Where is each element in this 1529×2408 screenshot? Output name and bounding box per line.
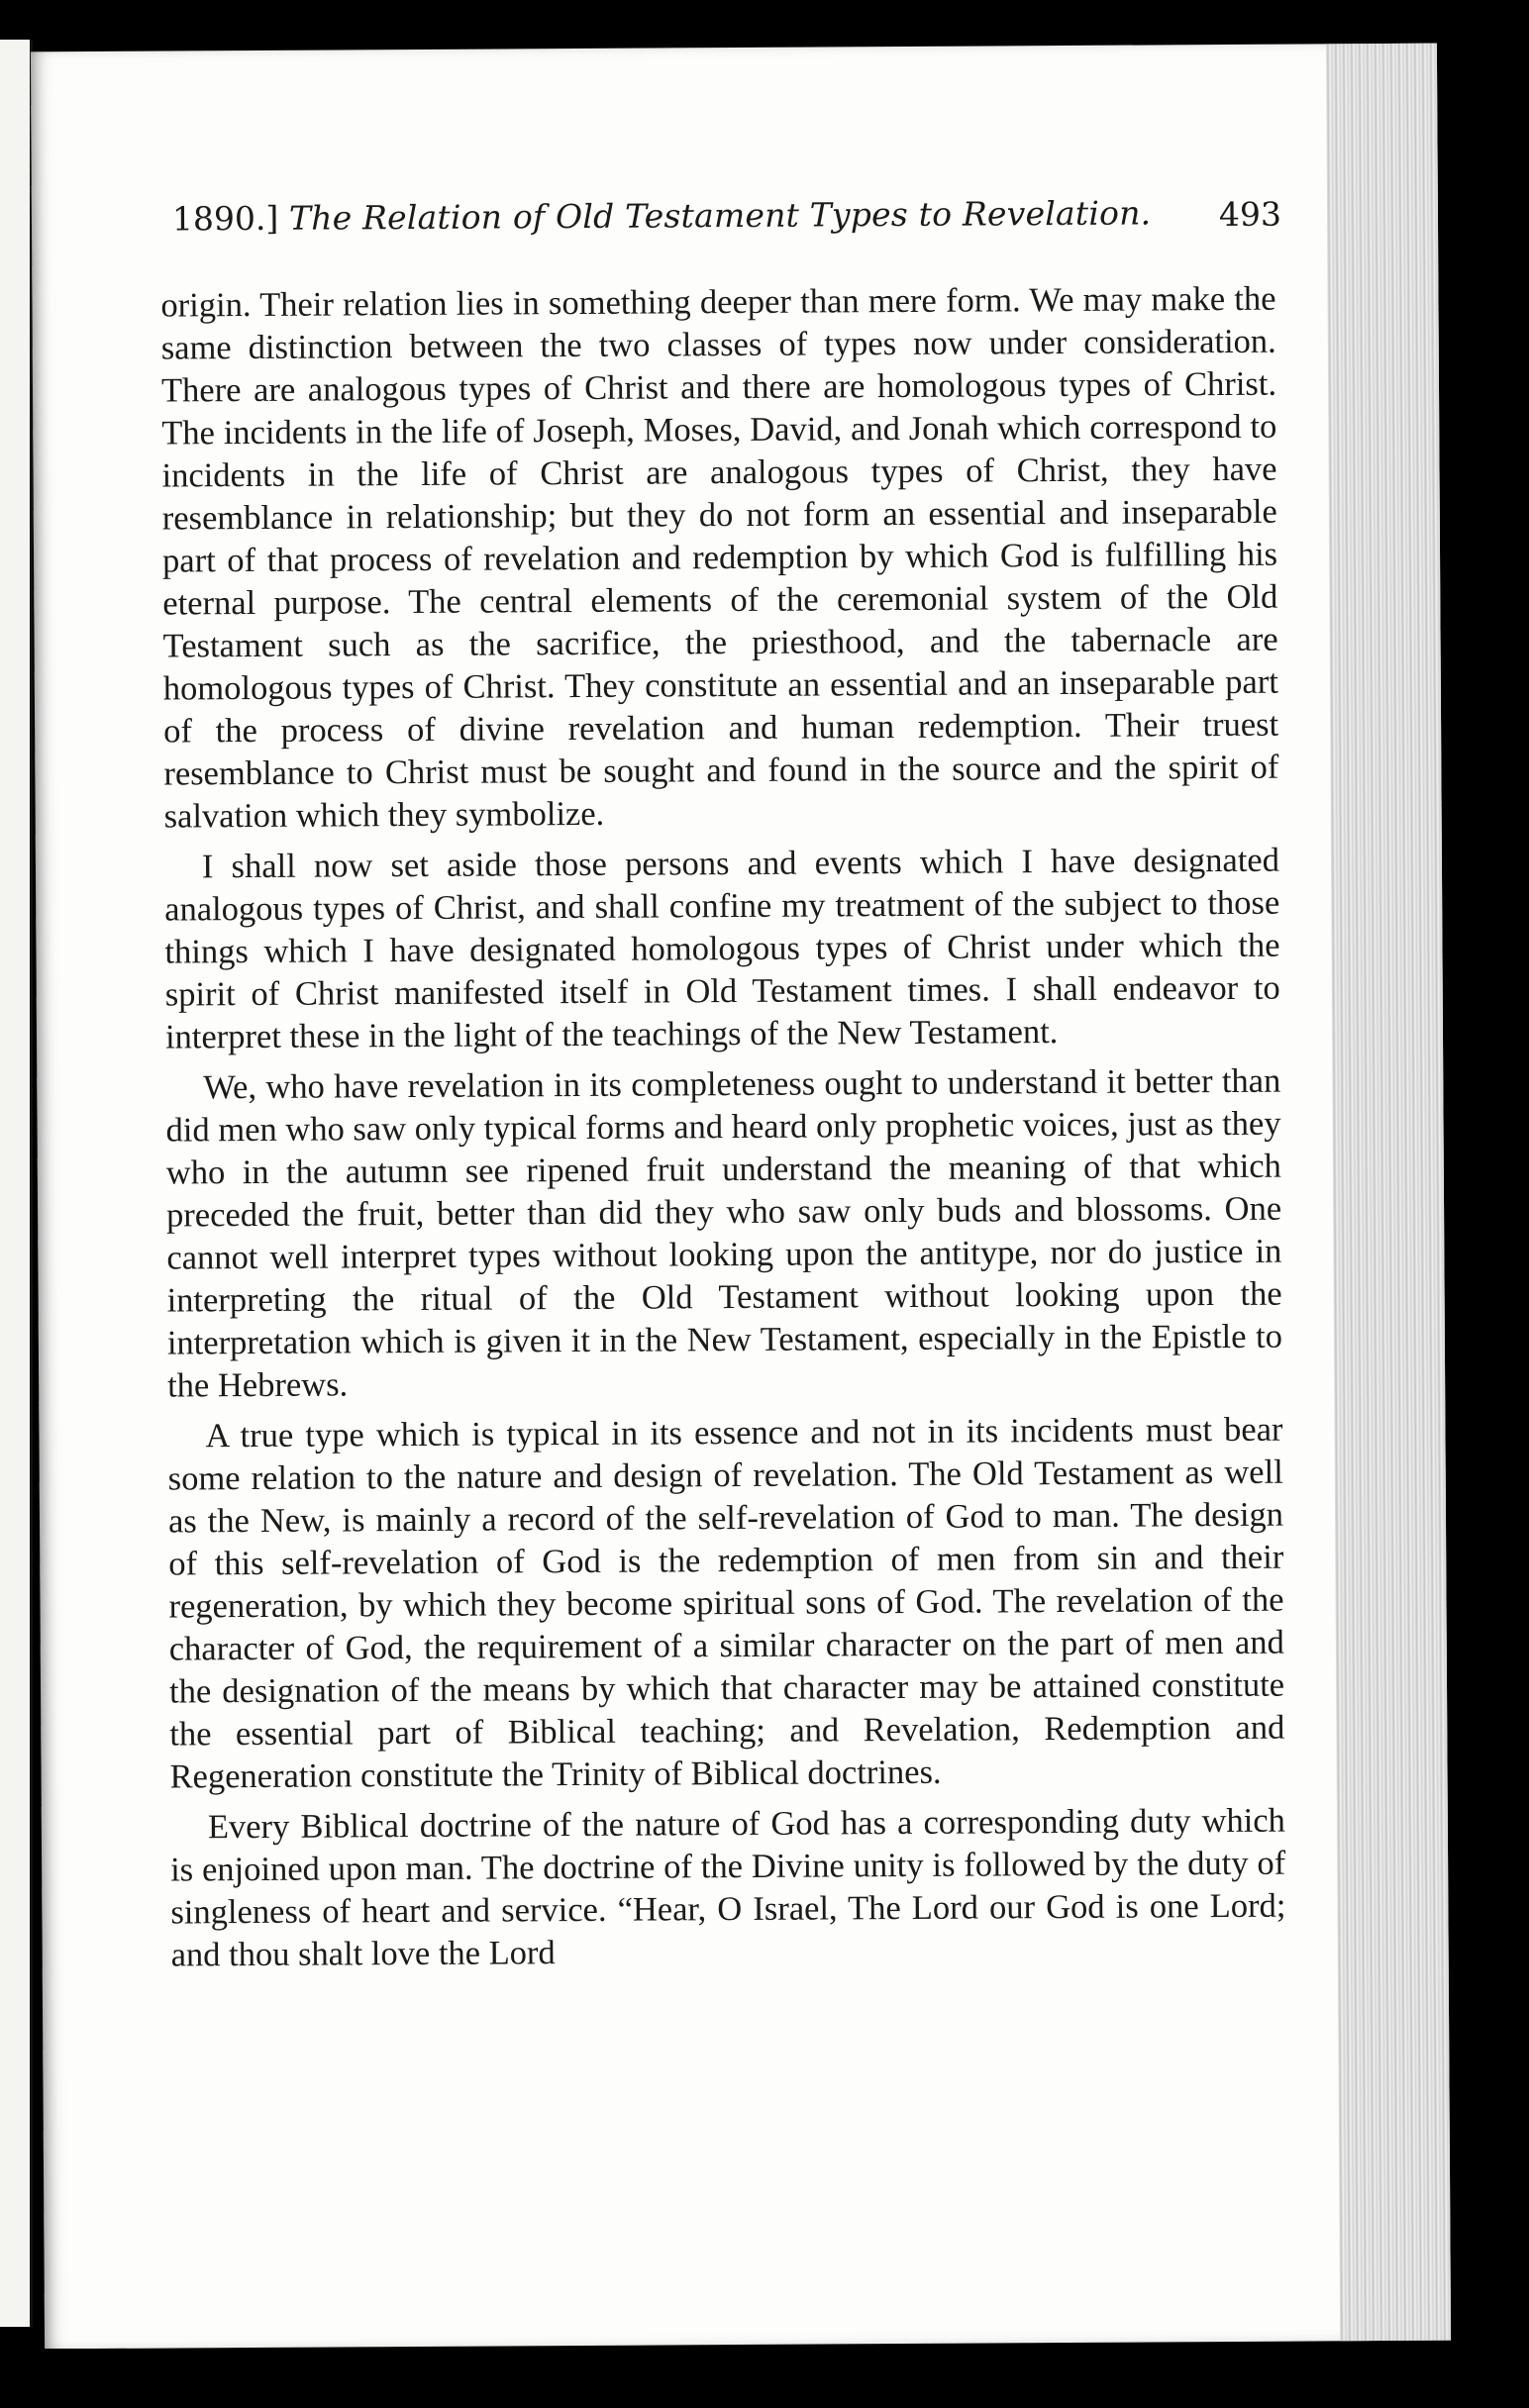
page-number: 493 xyxy=(1218,194,1282,235)
paragraph: Every Biblical doctrine of the nature of God has a corresponding duty which is enjoined upon man. The doctrine of the Divine unity is followed by the duty of singleness of heart and service. “Hear, O Israel, The Lord our God is one Lord; and thou shalt love the Lord xyxy=(170,1801,1286,1974)
paragraph: I shall now set aside those persons and events which I have designated analogous types of Christ, and shall confine my treatment of the subject to those things which I have designated homologous types of Christ under which the spirit of Christ manifested itself in Old Testament times. I shall endeavor to interpret these in the light of the teachings of the New Testament. xyxy=(164,841,1280,1056)
page-stack-edge xyxy=(1326,44,1451,2342)
paragraph: origin. Their relation lies in something deeper than mere form. We may make the same distinction between the two classes of types now under consideration. There are analogous types of Christ and there are homologous types of Christ. The incidents in the life of Joseph, Moses, David, and Jonah which correspond to incidents in the life of Christ are analogous types of Christ, they have resemblance in relationship; but they do not form an essential and inseparable part of that process of revelation and redemption by which God is fulfilling his eternal purpose. The central elements of the ceremonial system of the Old Testament such as the sacrifice, the priesthood, and the tabernacle are homologous types of Christ. They constitute an essential and an inseparable part of the process of divine revelation and human redemption. Their truest resemblance to Christ must be sought and found in the source and the spirit of salvation which they symbolize. xyxy=(160,279,1279,836)
running-header xyxy=(172,185,1281,251)
header-title: The Relation of Old Testament Types to Revelation. xyxy=(288,193,1152,238)
paragraph: A true type which is typical in its essence and not in its incidents must bear some relation to the nature and design of revelation. The Old Testament as well as the New, is mainly a record of the self-revelation of God to man. The design of this self-revelation of God is the redemption of men from sin and their regeneration, by which they become spiritual sons of God. The revelation of the character of God, the requirement of a similar character on the part of men and the designation of the means by which that character may be attained constitute the essential part of Biblical teaching; and Revelation, Redemption and Regeneration constitute the Trinity of Biblical doctrines. xyxy=(167,1410,1285,1796)
header-year: 1890.] xyxy=(171,198,279,239)
scan-bottom-margin xyxy=(0,2349,1529,2408)
paragraph: We, who have revelation in its completeness ought to understand it better than did men who saw only typical forms and heard only prophetic voices, just as they who in the autumn see ripened fruit understand the meaning of that which preceded the fruit, better than did they who saw only buds and blossoms. One cannot well interpret types without looking upon the antitype, nor do justice in interpreting the ritual of the Old Testament without looking upon the interpretation which is given it in the New Testament, especially in the Epistle to the Hebrews. xyxy=(165,1061,1282,1405)
previous-page-edge xyxy=(0,40,33,2327)
book-page xyxy=(31,44,1451,2350)
body-text xyxy=(160,278,1285,1985)
